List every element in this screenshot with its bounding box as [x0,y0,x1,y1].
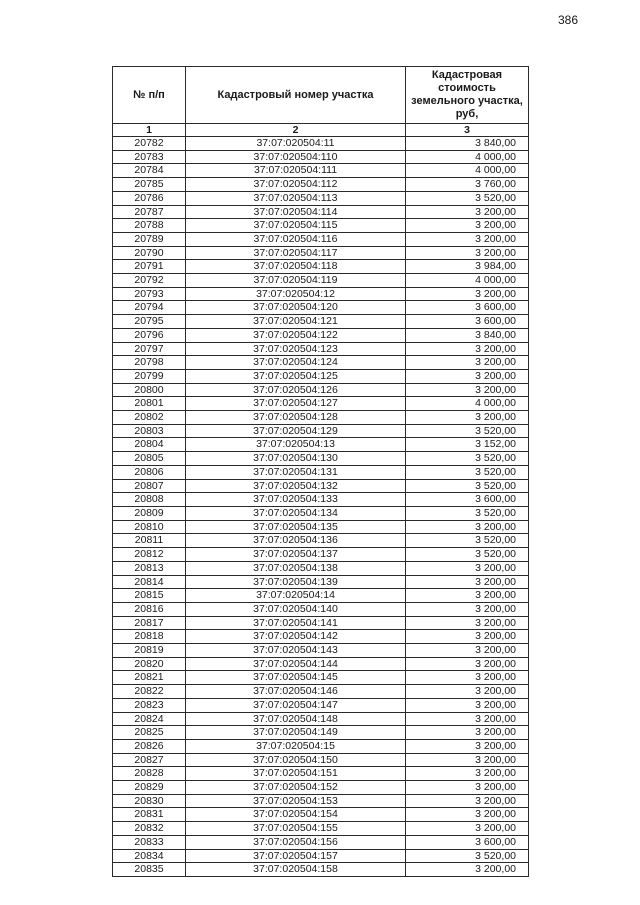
value-cell: 3 200,00 [406,822,529,836]
row-number-cell: 20800 [113,383,186,397]
table-row [113,383,529,397]
row-number-cell: 20784 [113,164,186,178]
cadastral-number-cell: 37:07:020504:133 [186,493,406,507]
row-number-cell: 20827 [113,753,186,767]
table-row [113,369,529,383]
table-row [113,424,529,438]
cadastral-number-cell: 37:07:020504:113 [186,191,406,205]
row-number-cell: 20835 [113,863,186,877]
value-cell: 3 600,00 [406,493,529,507]
cadastral-number-cell: 37:07:020504:121 [186,315,406,329]
value-cell: 3 200,00 [406,739,529,753]
table-row [113,260,529,274]
cadastral-number-cell: 37:07:020504:154 [186,808,406,822]
table-row [113,822,529,836]
cadastral-number-cell: 37:07:020504:13 [186,438,406,452]
table-row [113,493,529,507]
value-cell: 3 200,00 [406,616,529,630]
value-cell: 3 200,00 [406,589,529,603]
value-cell: 3 200,00 [406,698,529,712]
table-row [113,808,529,822]
cadastral-number-cell: 37:07:020504:132 [186,479,406,493]
table-row [113,589,529,603]
row-number-cell: 20798 [113,356,186,370]
cadastral-number-cell: 37:07:020504:130 [186,452,406,466]
value-cell: 4 000,00 [406,274,529,288]
row-number-cell: 20793 [113,287,186,301]
row-number-cell: 20786 [113,191,186,205]
table-row [113,315,529,329]
value-cell: 3 520,00 [406,191,529,205]
table-row [113,438,529,452]
table-row [113,465,529,479]
cadastral-number-cell: 37:07:020504:157 [186,849,406,863]
table-row [113,205,529,219]
value-cell: 3 520,00 [406,849,529,863]
row-number-cell: 20834 [113,849,186,863]
cadastral-number-cell: 37:07:020504:124 [186,356,406,370]
value-cell: 3 200,00 [406,561,529,575]
table-row [113,520,529,534]
row-number-cell: 20830 [113,794,186,808]
row-number-cell: 20821 [113,671,186,685]
table-row [113,575,529,589]
row-number-cell: 20818 [113,630,186,644]
value-cell: 3 200,00 [406,520,529,534]
cadastral-number-cell: 37:07:020504:145 [186,671,406,685]
row-number-cell: 20813 [113,561,186,575]
cadastral-number-cell: 37:07:020504:122 [186,328,406,342]
value-cell: 3 200,00 [406,671,529,685]
cadastral-number-cell: 37:07:020504:12 [186,287,406,301]
cadastral-number-cell: 37:07:020504:120 [186,301,406,315]
value-cell: 3 200,00 [406,575,529,589]
table-row [113,328,529,342]
cadastral-number-cell: 37:07:020504:138 [186,561,406,575]
table-row [113,630,529,644]
cadastral-number-cell: 37:07:020504:125 [186,369,406,383]
row-number-cell: 20797 [113,342,186,356]
value-cell: 3 840,00 [406,137,529,151]
row-number-cell: 20807 [113,479,186,493]
value-cell: 3 200,00 [406,753,529,767]
cadastral-number-cell: 37:07:020504:141 [186,616,406,630]
row-number-cell: 20829 [113,781,186,795]
cadastral-number-cell: 37:07:020504:119 [186,274,406,288]
table-row [113,452,529,466]
cadastral-number-cell: 37:07:020504:146 [186,685,406,699]
value-cell: 3 200,00 [406,726,529,740]
cadastral-number-cell: 37:07:020504:127 [186,397,406,411]
table-row [113,863,529,877]
column-number-3: 3 [406,124,529,137]
row-number-cell: 20822 [113,685,186,699]
table-row [113,178,529,192]
value-cell: 3 760,00 [406,178,529,192]
row-number-cell: 20812 [113,548,186,562]
cadastral-number-cell: 37:07:020504:11 [186,137,406,151]
value-cell: 3 200,00 [406,863,529,877]
row-number-cell: 20833 [113,835,186,849]
cadastral-number-cell: 37:07:020504:110 [186,150,406,164]
row-number-cell: 20825 [113,726,186,740]
row-number-cell: 20805 [113,452,186,466]
column-number-1: 1 [113,124,186,137]
row-number-cell: 20826 [113,739,186,753]
cadastral-number-cell: 37:07:020504:142 [186,630,406,644]
row-number-cell: 20799 [113,369,186,383]
row-number-cell: 20819 [113,644,186,658]
page-number: 386 [557,13,578,27]
value-cell: 3 200,00 [406,657,529,671]
cadastral-number-cell: 37:07:020504:144 [186,657,406,671]
cadastral-number-cell: 37:07:020504:114 [186,205,406,219]
cadastral-number-cell: 37:07:020504:152 [186,781,406,795]
cadastral-number-cell: 37:07:020504:143 [186,644,406,658]
table-row [113,712,529,726]
value-cell: 3 200,00 [406,808,529,822]
value-cell: 4 000,00 [406,150,529,164]
cadastral-table [112,66,529,877]
row-number-cell: 20796 [113,328,186,342]
cadastral-number-cell: 37:07:020504:153 [186,794,406,808]
table-row [113,767,529,781]
table-row [113,287,529,301]
cadastral-number-cell: 37:07:020504:135 [186,520,406,534]
value-cell: 3 200,00 [406,356,529,370]
value-cell: 3 200,00 [406,602,529,616]
row-number-cell: 20832 [113,822,186,836]
column-number-row [113,124,529,137]
value-cell: 3 200,00 [406,767,529,781]
cadastral-number-cell: 37:07:020504:151 [186,767,406,781]
table-row [113,301,529,315]
value-cell: 3 200,00 [406,205,529,219]
table-row [113,644,529,658]
value-cell: 3 200,00 [406,287,529,301]
table-row [113,781,529,795]
table-row [113,616,529,630]
row-number-cell: 20806 [113,465,186,479]
cadastral-number-cell: 37:07:020504:116 [186,232,406,246]
cadastral-number-cell: 37:07:020504:129 [186,424,406,438]
value-cell: 3 200,00 [406,246,529,260]
row-number-cell: 20816 [113,602,186,616]
row-number-cell: 20787 [113,205,186,219]
cadastral-number-cell: 37:07:020504:15 [186,739,406,753]
value-cell: 3 200,00 [406,794,529,808]
value-cell: 3 520,00 [406,534,529,548]
row-number-cell: 20808 [113,493,186,507]
value-cell: 3 200,00 [406,232,529,246]
header-cadastral-number: Кадастровый номер участка [186,67,406,124]
value-cell: 3 152,00 [406,438,529,452]
table-row [113,342,529,356]
cadastral-number-cell: 37:07:020504:149 [186,726,406,740]
row-number-cell: 20824 [113,712,186,726]
cadastral-number-cell: 37:07:020504:117 [186,246,406,260]
row-number-cell: 20823 [113,698,186,712]
table-row [113,726,529,740]
value-cell: 3 600,00 [406,301,529,315]
row-number-cell: 20831 [113,808,186,822]
table-row [113,356,529,370]
value-cell: 3 200,00 [406,342,529,356]
row-number-cell: 20811 [113,534,186,548]
row-number-cell: 20817 [113,616,186,630]
row-number-cell: 20810 [113,520,186,534]
cadastral-number-cell: 37:07:020504:155 [186,822,406,836]
cadastral-number-cell: 37:07:020504:150 [186,753,406,767]
table-row [113,548,529,562]
header-row-number: № п/п [113,67,186,124]
row-number-cell: 20814 [113,575,186,589]
value-cell: 4 000,00 [406,397,529,411]
table-row [113,506,529,520]
row-number-cell: 20794 [113,301,186,315]
value-cell: 3 520,00 [406,465,529,479]
cadastral-number-cell: 37:07:020504:112 [186,178,406,192]
row-number-cell: 20820 [113,657,186,671]
cadastral-number-cell: 37:07:020504:140 [186,602,406,616]
row-number-cell: 20809 [113,506,186,520]
table-body [113,137,529,877]
cadastral-number-cell: 37:07:020504:136 [186,534,406,548]
value-cell: 3 200,00 [406,369,529,383]
table-row [113,246,529,260]
table-row [113,753,529,767]
table-row [113,794,529,808]
cadastral-number-cell: 37:07:020504:148 [186,712,406,726]
value-cell: 3 200,00 [406,644,529,658]
table-row [113,671,529,685]
value-cell: 3 984,00 [406,260,529,274]
value-cell: 3 200,00 [406,630,529,644]
row-number-cell: 20815 [113,589,186,603]
table-row [113,657,529,671]
cadastral-number-cell: 37:07:020504:158 [186,863,406,877]
row-number-cell: 20789 [113,232,186,246]
table-row [113,685,529,699]
cadastral-number-cell: 37:07:020504:111 [186,164,406,178]
value-cell: 3 200,00 [406,219,529,233]
row-number-cell: 20802 [113,411,186,425]
table-row [113,232,529,246]
row-number-cell: 20801 [113,397,186,411]
row-number-cell: 20792 [113,274,186,288]
value-cell: 3 520,00 [406,424,529,438]
value-cell: 3 200,00 [406,781,529,795]
row-number-cell: 20782 [113,137,186,151]
table-row [113,534,529,548]
cadastral-number-cell: 37:07:020504:131 [186,465,406,479]
table-row [113,479,529,493]
row-number-cell: 20788 [113,219,186,233]
value-cell: 3 200,00 [406,712,529,726]
table-row [113,411,529,425]
table-row [113,698,529,712]
header-cadastral-value: Кадастровая стоимость земельного участка, руб, [406,67,529,124]
value-cell: 3 200,00 [406,383,529,397]
cadastral-number-cell: 37:07:020504:123 [186,342,406,356]
table-row [113,602,529,616]
value-cell: 3 600,00 [406,315,529,329]
table-row [113,191,529,205]
table-row [113,137,529,151]
column-number-2: 2 [186,124,406,137]
cadastral-number-cell: 37:07:020504:14 [186,589,406,603]
cadastral-number-cell: 37:07:020504:156 [186,835,406,849]
row-number-cell: 20804 [113,438,186,452]
cadastral-number-cell: 37:07:020504:134 [186,506,406,520]
table-row [113,274,529,288]
value-cell: 3 520,00 [406,506,529,520]
table-row [113,849,529,863]
value-cell: 3 520,00 [406,548,529,562]
row-number-cell: 20783 [113,150,186,164]
value-cell: 3 840,00 [406,328,529,342]
table-row [113,164,529,178]
cadastral-number-cell: 37:07:020504:118 [186,260,406,274]
value-cell: 3 520,00 [406,479,529,493]
cadastral-number-cell: 37:07:020504:115 [186,219,406,233]
table-row [113,835,529,849]
value-cell: 4 000,00 [406,164,529,178]
table-header-row [113,67,529,124]
table-row [113,397,529,411]
table-row [113,219,529,233]
row-number-cell: 20791 [113,260,186,274]
cadastral-number-cell: 37:07:020504:126 [186,383,406,397]
table-row [113,150,529,164]
value-cell: 3 200,00 [406,411,529,425]
row-number-cell: 20785 [113,178,186,192]
cadastral-number-cell: 37:07:020504:139 [186,575,406,589]
row-number-cell: 20828 [113,767,186,781]
row-number-cell: 20790 [113,246,186,260]
row-number-cell: 20803 [113,424,186,438]
value-cell: 3 200,00 [406,685,529,699]
table-row [113,561,529,575]
row-number-cell: 20795 [113,315,186,329]
cadastral-number-cell: 37:07:020504:147 [186,698,406,712]
value-cell: 3 520,00 [406,452,529,466]
cadastral-number-cell: 37:07:020504:137 [186,548,406,562]
table-row [113,739,529,753]
cadastral-number-cell: 37:07:020504:128 [186,411,406,425]
value-cell: 3 600,00 [406,835,529,849]
